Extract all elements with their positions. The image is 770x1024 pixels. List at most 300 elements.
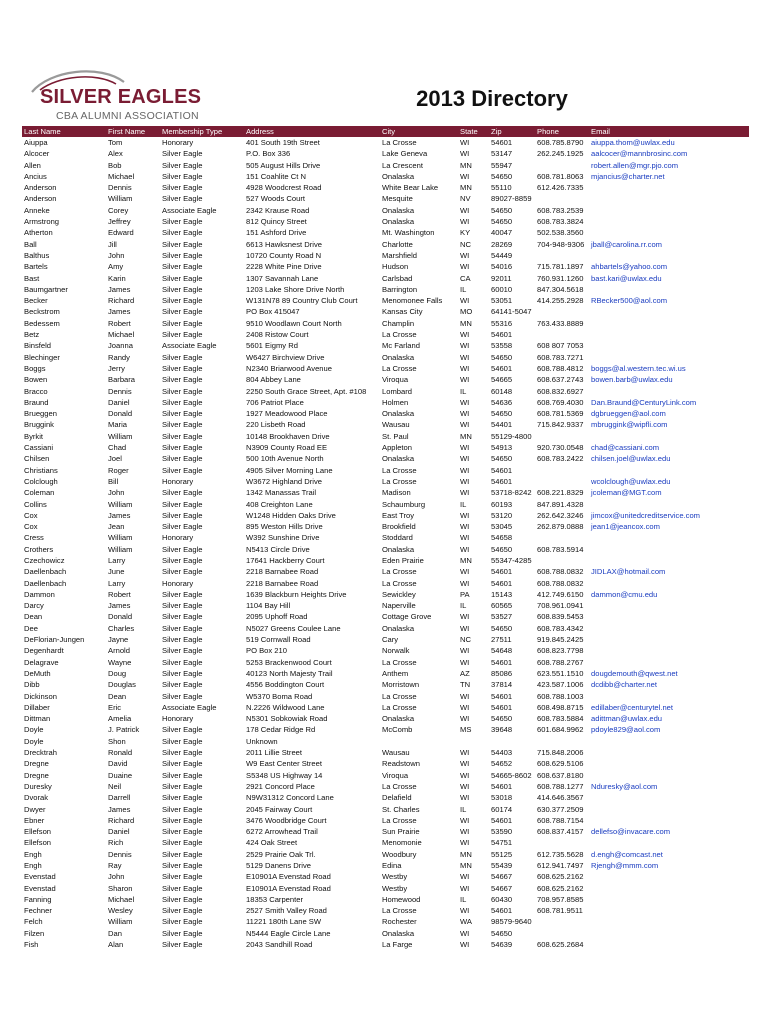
- table-header: [22, 126, 749, 137]
- cell-state: WI: [460, 510, 470, 520]
- table-row: [22, 352, 749, 363]
- cell-first-name: Amy: [108, 262, 124, 272]
- page-title-text: 2013 Directory: [416, 86, 568, 111]
- table-row: [22, 815, 749, 826]
- cell-membership-type: Silver Eagle: [162, 657, 203, 667]
- cell-last-name: Doyle: [24, 725, 44, 735]
- cell-state: WI: [460, 781, 470, 791]
- cell-first-name: Bill: [108, 476, 119, 486]
- cell-email[interactable]: mbruggink@wipfli.com: [591, 420, 668, 430]
- cell-phone: 608.498.8715: [537, 702, 584, 712]
- cell-membership-type: Silver Eagle: [162, 748, 203, 758]
- cell-city: Naperville: [382, 601, 416, 611]
- cell-last-name: Christians: [24, 465, 58, 475]
- table-row: [22, 939, 749, 950]
- cell-last-name: Fanning: [24, 894, 52, 904]
- cell-email: [589, 894, 749, 905]
- cell-last-name: Dregne: [24, 770, 49, 780]
- cell-zip: 64141-5047: [491, 307, 532, 317]
- cell-city: St. Paul: [382, 431, 409, 441]
- table-row: [22, 171, 749, 182]
- cell-address: 5129 Danens Drive: [246, 861, 312, 870]
- cell-email[interactable]: wcolclough@uwlax.edu: [591, 476, 671, 486]
- cell-last-name: Bracco: [24, 386, 48, 396]
- cell-phone: 608.769.4030: [537, 397, 584, 407]
- table-row: [22, 589, 749, 600]
- cell-first-name: Michael: [108, 171, 135, 181]
- cell-state: WI: [460, 454, 470, 464]
- cell-first-name: Dean: [108, 691, 127, 701]
- cell-state: WI: [460, 759, 470, 769]
- cell-email[interactable]: pdoyle829@aol.com: [591, 725, 661, 735]
- table-row: [22, 273, 749, 284]
- cell-phone: 262.245.1925: [537, 149, 584, 159]
- cell-city: Madison: [382, 488, 411, 498]
- column-header-email: Email: [589, 126, 749, 137]
- cell-email[interactable]: RBecker500@aol.com: [591, 296, 668, 306]
- cell-email[interactable]: ahbartels@yahoo.com: [591, 262, 668, 272]
- cell-email[interactable]: Dan.Braund@CenturyLink.com: [591, 397, 697, 407]
- cell-email: [589, 736, 749, 747]
- cell-first-name: Neil: [108, 781, 122, 791]
- cell-membership-type: Silver Eagle: [162, 861, 203, 870]
- cell-first-name: Dennis: [108, 849, 132, 859]
- cell-email[interactable]: jball@carolina.rr.com: [591, 239, 663, 249]
- table-row: [22, 837, 749, 848]
- cell-membership-type: Silver Eagle: [162, 589, 203, 599]
- cell-phone: [535, 193, 589, 204]
- cell-zip: 60148: [491, 386, 513, 396]
- cell-zip: 53527: [491, 612, 513, 622]
- cell-last-name: Anderson: [24, 183, 57, 193]
- cell-membership-type: Silver Eagle: [162, 827, 203, 837]
- cell-zip: 54639: [491, 940, 513, 950]
- cell-email[interactable]: aalcocer@mannbrosinc.com: [591, 149, 688, 159]
- cell-address: 2228 White Pine Drive: [246, 262, 322, 272]
- cell-first-name: June: [108, 567, 125, 577]
- cell-city: Holmen: [382, 397, 409, 407]
- cell-address: N5301 Sobkowiak Road: [246, 714, 328, 724]
- cell-state: WI: [460, 149, 470, 159]
- cell-phone: 608.783.2422: [537, 454, 584, 464]
- cell-email: [589, 691, 749, 702]
- cell-zip: 54601: [491, 781, 513, 791]
- cell-city: La Farge: [382, 940, 413, 950]
- cell-membership-type: Silver Eagle: [162, 149, 203, 159]
- cell-state: IL: [460, 804, 467, 814]
- cell-zip: 54913: [491, 443, 513, 453]
- cell-last-name: Darcy: [24, 601, 44, 611]
- cell-last-name: Balthus: [24, 250, 50, 260]
- cell-first-name: Joanna: [108, 341, 133, 351]
- cell-email: [589, 227, 749, 238]
- cell-email: [589, 611, 749, 622]
- cell-city: Mt. Washington: [382, 228, 435, 238]
- cell-last-name: Colclough: [24, 476, 58, 486]
- cell-address: Unknown: [246, 736, 278, 746]
- cell-membership-type: Silver Eagle: [162, 680, 203, 690]
- cell-email[interactable]: chilsen.joel@uwlax.edu: [591, 454, 671, 464]
- cell-address: 1203 Lake Shore Drive North: [246, 284, 345, 294]
- cell-address: 2045 Fairway Court: [246, 804, 313, 814]
- cell-membership-type: Silver Eagle: [162, 838, 203, 848]
- cell-phone: 612.941.7497: [537, 861, 584, 870]
- cell-city: La Crosse: [382, 657, 417, 667]
- cell-first-name: Amelia: [108, 714, 132, 724]
- cell-email[interactable]: robert.allen@mgr.pjo.com: [591, 160, 679, 170]
- cell-membership-type: Honorary: [162, 578, 194, 588]
- cell-membership-type: Honorary: [162, 533, 194, 543]
- cell-address: 4905 Silver Morning Lane: [246, 465, 333, 475]
- cell-last-name: Cox: [24, 510, 38, 520]
- cell-phone: 608.781.9511: [537, 906, 583, 916]
- cell-state: WI: [460, 352, 470, 362]
- cell-phone: 608.625.2684: [537, 940, 584, 950]
- cell-address: 2921 Concord Place: [246, 781, 315, 791]
- cell-email: [589, 205, 749, 216]
- cell-first-name: Wesley: [108, 906, 133, 916]
- table-row: [22, 691, 749, 702]
- cell-state: [458, 736, 489, 747]
- cell-zip: 54667: [491, 883, 513, 893]
- cell-zip: 54016: [491, 262, 513, 272]
- cell-city: Onalaska: [382, 217, 415, 227]
- table-row: [22, 623, 749, 634]
- cell-email[interactable]: dellefso@invacare.com: [591, 827, 671, 837]
- cell-address: 220 Lisbeth Road: [246, 420, 306, 430]
- cell-email[interactable]: jean1@jeancox.com: [591, 522, 660, 532]
- cell-first-name: John: [108, 488, 125, 498]
- cell-state: WI: [460, 138, 470, 147]
- cell-email[interactable]: dammon@cmu.edu: [591, 589, 658, 599]
- cell-address: 2408 Ristow Court: [246, 330, 309, 340]
- cell-city: Anthem: [382, 668, 409, 678]
- cell-first-name: Richard: [108, 815, 135, 825]
- cell-membership-type: Silver Eagle: [162, 770, 203, 780]
- cell-first-name: William: [108, 499, 133, 509]
- cell-email[interactable]: aiuppa.thom@uwlax.edu: [591, 138, 675, 147]
- cell-membership-type: Silver Eagle: [162, 555, 203, 565]
- cell-address: W3672 Highland Drive: [246, 476, 322, 486]
- cell-first-name: John: [108, 250, 125, 260]
- cell-address: N5413 Circle Drive: [246, 544, 310, 554]
- cell-state: WI: [460, 443, 470, 453]
- cell-last-name: Ebner: [24, 815, 45, 825]
- cell-city: Onalaska: [382, 171, 415, 181]
- cell-first-name: Sharon: [108, 883, 133, 893]
- cell-email: [589, 883, 749, 894]
- table-row: [22, 408, 749, 419]
- cell-zip: 53045: [491, 522, 513, 532]
- cell-address: E10901A Evenstad Road: [246, 883, 331, 893]
- cell-state: WI: [460, 250, 470, 260]
- cell-address: 40123 North Majesty Trail: [246, 668, 333, 678]
- cell-first-name: Jayne: [108, 635, 129, 645]
- cell-first-name: Maria: [108, 420, 127, 430]
- cell-state: MN: [460, 861, 472, 870]
- cell-state: WI: [460, 409, 470, 419]
- cell-phone: 608.839.5453: [537, 612, 584, 622]
- table-row: [22, 657, 749, 668]
- cell-membership-type: Silver Eagle: [162, 363, 203, 373]
- cell-last-name: Becker: [24, 296, 48, 306]
- cell-zip: 54650: [491, 205, 513, 215]
- page-title: [0, 86, 770, 112]
- cell-zip: 53718-8242: [491, 488, 532, 498]
- cell-phone: [535, 532, 589, 543]
- table-row: [22, 499, 749, 510]
- cell-phone: 608.783.5914: [537, 544, 584, 554]
- cell-membership-type: Silver Eagle: [162, 171, 203, 181]
- cell-address: 10720 County Road N: [246, 250, 322, 260]
- cell-email[interactable]: dougdemouth@qwest.net: [591, 668, 678, 678]
- cell-zip: 60565: [491, 601, 513, 611]
- column-header-zip: Zip: [489, 126, 535, 137]
- cell-phone: 608.781.8063: [537, 171, 584, 181]
- cell-state: WI: [460, 420, 470, 430]
- cell-membership-type: Silver Eagle: [162, 194, 203, 204]
- cell-state: MO: [460, 307, 473, 317]
- cell-city: La Crosse: [382, 138, 417, 147]
- cell-email[interactable]: d.engh@comcast.net: [591, 849, 663, 859]
- cell-last-name: Engh: [24, 849, 42, 859]
- cell-membership-type: Silver Eagle: [162, 940, 203, 950]
- cell-phone: 608.788.4812: [537, 363, 584, 373]
- cell-first-name: Jean: [108, 522, 125, 532]
- table-row: [22, 600, 749, 611]
- cell-first-name: William: [108, 533, 133, 543]
- cell-email[interactable]: chad@cassiani.com: [591, 443, 660, 453]
- cell-city: Schaumburg: [382, 499, 426, 509]
- cell-address: 895 Weston Hills Drive: [246, 522, 323, 532]
- cell-zip: 54601: [491, 363, 513, 373]
- cell-phone: [535, 250, 589, 261]
- cell-last-name: Collins: [24, 499, 47, 509]
- cell-address: W1248 Hidden Oaks Drive: [246, 510, 336, 520]
- cell-state: AZ: [460, 668, 470, 678]
- table-row: [22, 883, 749, 894]
- cell-first-name: John: [108, 872, 125, 882]
- cell-first-name: William: [108, 544, 133, 554]
- cell-membership-type: Silver Eagle: [162, 386, 203, 396]
- cell-last-name: Fish: [24, 940, 39, 950]
- cell-first-name: Ray: [108, 861, 122, 870]
- cell-last-name: Binsfeld: [24, 341, 52, 351]
- table-row: [22, 860, 749, 871]
- cell-email: [589, 837, 749, 848]
- cell-zip: 55129-4800: [491, 431, 532, 441]
- cell-phone: 715.842.9337: [537, 420, 584, 430]
- cell-city: Menomonie: [382, 838, 422, 848]
- cell-email: [589, 250, 749, 261]
- cell-state: WI: [460, 928, 470, 938]
- cell-membership-type: Silver Eagle: [162, 307, 203, 317]
- table-row: [22, 261, 749, 272]
- cell-city: Onalaska: [382, 714, 415, 724]
- cell-membership-type: Silver Eagle: [162, 883, 203, 893]
- cell-state: MN: [460, 555, 472, 565]
- cell-last-name: Baumgartner: [24, 284, 68, 294]
- cell-zip: 54648: [491, 646, 513, 656]
- cell-state: IL: [460, 894, 467, 904]
- cell-zip: 92011: [491, 273, 512, 283]
- column-header-phone: Phone: [535, 126, 589, 137]
- cell-email[interactable]: jcoleman@MGT.com: [591, 488, 662, 498]
- cell-address: 1342 Manassas Trail: [246, 488, 317, 498]
- cell-first-name: Daniel: [108, 827, 130, 837]
- cell-last-name: Armstrong: [24, 217, 60, 227]
- cell-email[interactable]: jimcox@unitedcreditservice.com: [591, 510, 700, 520]
- cell-first-name: Michael: [108, 894, 135, 904]
- cell-last-name: Anderson: [24, 194, 57, 204]
- cell-email[interactable]: dcdibb@charter.net: [591, 680, 657, 690]
- cell-zip: 54650: [491, 714, 513, 724]
- cell-membership-type: Silver Eagle: [162, 318, 203, 328]
- cell-first-name: James: [108, 510, 131, 520]
- cell-email: [589, 815, 749, 826]
- cell-state: WA: [460, 917, 472, 927]
- cell-email: [589, 645, 749, 656]
- cell-email[interactable]: boggs@al.western.tec.wi.us: [591, 363, 686, 373]
- table-row: [22, 340, 749, 351]
- cell-membership-type: Silver Eagle: [162, 646, 203, 656]
- cell-email: [589, 916, 749, 927]
- cell-membership-type: Silver Eagle: [162, 635, 203, 645]
- cell-phone: 630.377.2509: [537, 804, 584, 814]
- cell-city: Onalaska: [382, 409, 415, 419]
- cell-city: Cottage Grove: [382, 612, 432, 622]
- cell-address: N5027 Greens Coulee Lane: [246, 623, 341, 633]
- cell-state: WI: [460, 488, 470, 498]
- cell-state: IL: [460, 386, 467, 396]
- cell-last-name: Coleman: [24, 488, 55, 498]
- cell-last-name: Dillaber: [24, 702, 50, 712]
- column-header-state: State: [458, 126, 489, 137]
- cell-phone: 414.255.2928: [537, 296, 584, 306]
- cell-first-name: William: [108, 194, 133, 204]
- cell-email: [589, 182, 749, 193]
- cell-state: WI: [460, 375, 470, 385]
- cell-email[interactable]: Rjengh@mmm.com: [591, 861, 659, 870]
- cell-zip: 53120: [491, 510, 513, 520]
- cell-address: 2095 Uphoff Road: [246, 612, 308, 622]
- cell-phone: 608.788.0832: [537, 567, 584, 577]
- table-row: [22, 431, 749, 442]
- cell-phone: 412.749.6150: [537, 589, 584, 599]
- cell-last-name: Cassiani: [24, 443, 54, 453]
- cell-address: 1307 Savannah Lane: [246, 273, 319, 283]
- cell-first-name: J. Patrick: [108, 725, 140, 735]
- cell-first-name: Jerry: [108, 363, 125, 373]
- cell-first-name: Corey: [108, 205, 129, 215]
- cell-city: Onalaska: [382, 205, 415, 215]
- cell-address: 5601 Eigmy Rd: [246, 341, 298, 351]
- cell-address: PO Box 415047: [246, 307, 300, 317]
- cell-email[interactable]: adittman@uwlax.edu: [591, 714, 663, 724]
- cell-state: WI: [460, 906, 470, 916]
- cell-last-name: Delagrave: [24, 657, 59, 667]
- cell-first-name: Jill: [108, 239, 117, 249]
- cell-first-name: Darrell: [108, 793, 131, 803]
- cell-address: 2342 Krause Road: [246, 205, 310, 215]
- cell-city: Hudson: [382, 262, 409, 272]
- table-row: [22, 724, 749, 735]
- table-row: [22, 205, 749, 216]
- cell-email[interactable]: bowen.barb@uwlax.edu: [591, 375, 673, 385]
- cell-phone: 608.629.5106: [537, 759, 584, 769]
- cell-address: 18353 Carpenter: [246, 894, 303, 904]
- cell-membership-type: Silver Eagle: [162, 228, 203, 238]
- cell-membership-type: Silver Eagle: [162, 544, 203, 554]
- cell-zip: 54601: [491, 330, 513, 340]
- cell-zip: 54636: [491, 397, 513, 407]
- cell-email: [589, 555, 749, 566]
- cell-email: [589, 465, 749, 476]
- cell-email[interactable]: JIDLAX@hotmail.com: [591, 567, 666, 577]
- table-row: [22, 668, 749, 679]
- cell-last-name: Alcocer: [24, 149, 50, 159]
- cell-state: TN: [460, 680, 471, 690]
- table-row: [22, 419, 749, 430]
- cell-email[interactable]: edillaber@centurytel.net: [591, 702, 674, 712]
- cell-city: La Crosse: [382, 815, 417, 825]
- cell-city: Mesquite: [382, 194, 413, 204]
- cell-email: [589, 329, 749, 340]
- cell-address: N.2226 Wildwood Lane: [246, 702, 325, 712]
- cell-phone: 608.783.7271: [537, 352, 584, 362]
- cell-zip: 55110: [491, 183, 512, 193]
- cell-city: Sun Prairie: [382, 827, 420, 837]
- cell-address: 812 Quincy Street: [246, 217, 307, 227]
- cell-first-name: Daniel: [108, 397, 130, 407]
- table-row: [22, 216, 749, 227]
- cell-email: [589, 792, 749, 803]
- table-row: [22, 566, 749, 577]
- table-row: [22, 306, 749, 317]
- cell-city: Carlsbad: [382, 273, 413, 283]
- cell-first-name: Barbara: [108, 375, 136, 385]
- cell-phone: 608.832.6927: [537, 386, 584, 396]
- cell-address: 6272 Arrowhead Trail: [246, 827, 318, 837]
- cell-first-name: Donald: [108, 612, 133, 622]
- cell-first-name: James: [108, 601, 131, 611]
- cell-address: 6613 Hawksnest Drive: [246, 239, 322, 249]
- cell-phone: 708.961.0941: [537, 601, 584, 611]
- cell-first-name: Jeffrey: [108, 217, 131, 227]
- cell-city: Onalaska: [382, 544, 415, 554]
- cell-zip: 60010: [491, 284, 513, 294]
- cell-zip: 54601: [491, 567, 513, 577]
- cell-city: Marshfield: [382, 250, 418, 260]
- cell-state: IL: [460, 499, 467, 509]
- cell-city: Kansas City: [382, 307, 423, 317]
- cell-email[interactable]: mjancius@charter.net: [591, 171, 665, 181]
- cell-address: W5370 Boma Road: [246, 691, 313, 701]
- cell-email[interactable]: bast.kari@uwlax.edu: [591, 273, 662, 283]
- cell-address: E10901A Evenstad Road: [246, 872, 331, 882]
- cell-email[interactable]: Nduresky@aol.com: [591, 781, 658, 791]
- cell-phone: 715.848.2006: [537, 748, 584, 758]
- cell-zip: 54401: [491, 420, 513, 430]
- cell-membership-type: Silver Eagle: [162, 352, 203, 362]
- cell-phone: 847.304.5618: [537, 284, 584, 294]
- cell-last-name: Crothers: [24, 544, 54, 554]
- cell-first-name: Randy: [108, 352, 130, 362]
- cell-email[interactable]: dgbrueggen@aol.com: [591, 409, 666, 419]
- cell-membership-type: Silver Eagle: [162, 522, 203, 532]
- table-row: [22, 182, 749, 193]
- cell-phone: 608.221.8329: [537, 488, 584, 498]
